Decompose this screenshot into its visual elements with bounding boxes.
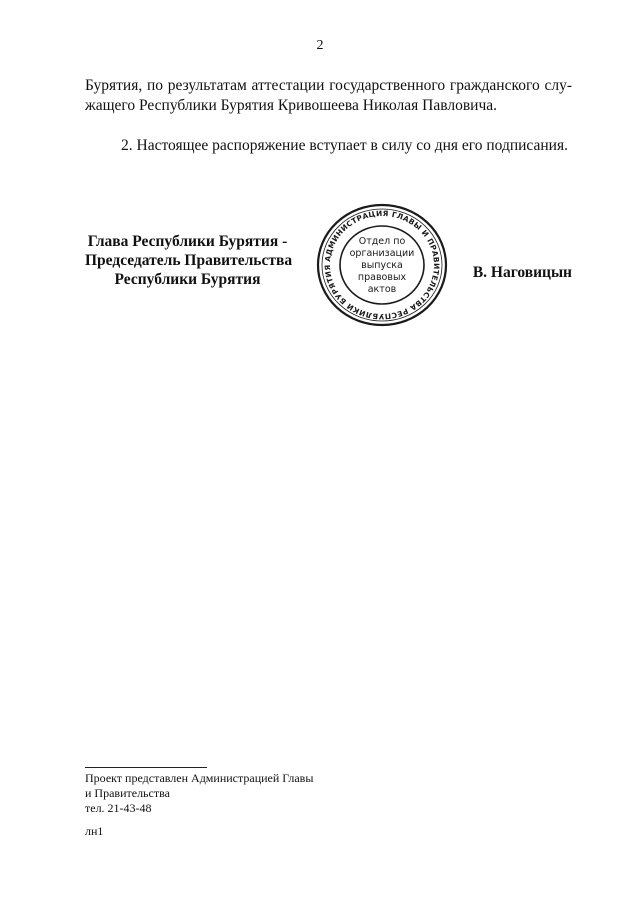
footnote: [85, 771, 313, 816]
footnote-line: и Правительства: [85, 786, 170, 800]
paragraph-line: жащего Республики Бурятия Кривошеева Николая Павловича.: [85, 97, 497, 114]
paragraph-line: Бурятия, по результатам аттестации государственного гражданского слу-: [85, 77, 572, 94]
page-number: 2: [316, 38, 324, 53]
footnote-line: тел. 21-43-48: [85, 801, 152, 815]
paragraph-clause-2: 2. Настоящее распоряжение вступает в силу со дня его подписания.: [121, 137, 568, 154]
signer-title-line: Председатель Правительства: [85, 252, 293, 269]
stamp-outer-text: АДМИНИСТРАЦИЯ ГЛАВЫ И ПРАВИТЕЛЬСТВА РЕСПУБЛИКИ БУРЯТИЯ: [322, 208, 442, 322]
footnote-divider: [85, 767, 207, 768]
stamp-inner-line: выпуска: [361, 260, 403, 271]
registry-mark: лн1: [85, 824, 104, 838]
signer-title-line: Глава Республики Бурятия -: [87, 233, 288, 250]
stamp-inner-line: организации: [349, 248, 415, 259]
stamp-inner-line: правовых: [357, 272, 407, 283]
signer-title-line: Республики Бурятия: [114, 271, 261, 288]
stamp-inner-line: Отдел по: [358, 236, 406, 247]
signer-name: В. Наговицын: [472, 264, 572, 281]
stamp-inner-line: актов: [367, 284, 397, 295]
footnote-line: Проект представлен Администрацией Главы: [85, 771, 314, 785]
official-stamp: [312, 200, 452, 330]
paragraph-continuation: [85, 76, 572, 116]
signer-title: [85, 232, 293, 289]
